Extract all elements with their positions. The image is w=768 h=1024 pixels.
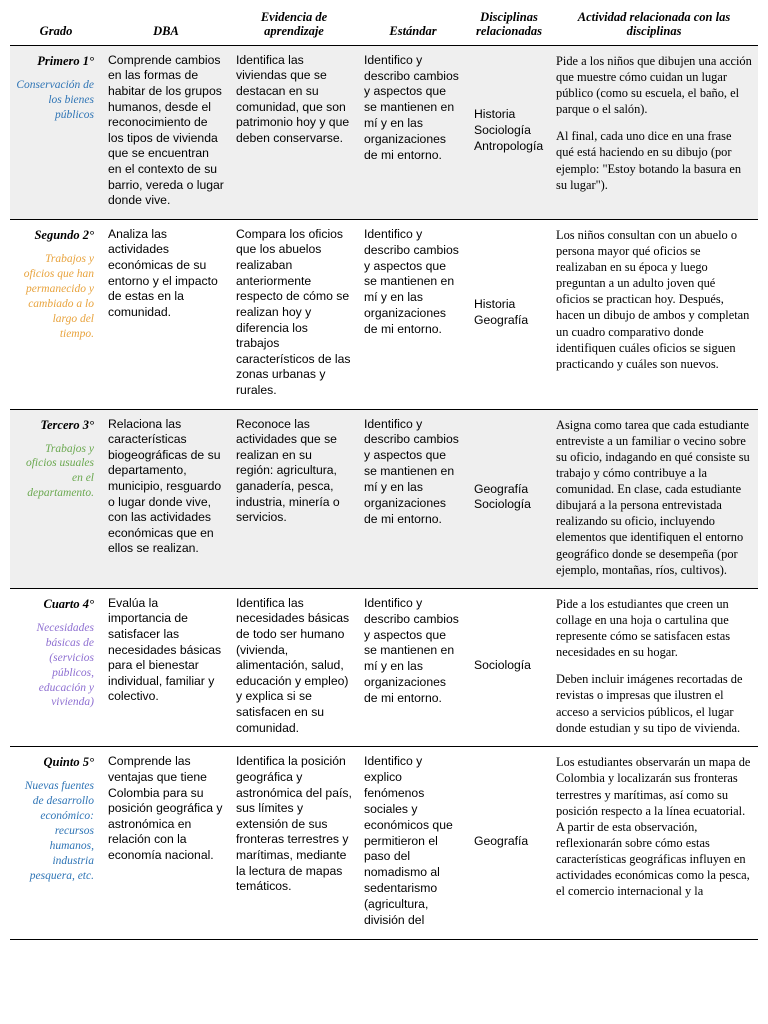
table-header bbox=[10, 8, 758, 45]
estandar-cell: Identifico y describo cambios y aspectos que se mantienen en mí y en las organizaciones de mi entorno. bbox=[358, 45, 468, 219]
column-header-estandar: Estándar bbox=[389, 24, 437, 39]
grado-subtitle: Trabajos y oficios usuales en el departamento. bbox=[25, 442, 94, 500]
disciplinas-cell: Historia Sociología Antropología bbox=[468, 45, 550, 219]
grado-title: Primero 1° bbox=[37, 53, 94, 68]
evidencia-cell: Identifica las viviendas que se destacan en su comunidad, que son patrimonio hoy y que deben conservarse. bbox=[230, 45, 358, 219]
dba-cell: Analiza las actividades económicas de su entorno y el impacto de estas en la comunidad. bbox=[102, 219, 230, 409]
table-row bbox=[10, 45, 758, 219]
grado-title: Quinto 5° bbox=[43, 755, 94, 770]
estandar-cell: Identifico y describo cambios y aspectos que se mantienen en mí y en las organizaciones de mi entorno. bbox=[358, 409, 468, 588]
table-row bbox=[10, 747, 758, 939]
dba-cell: Evalúa la importancia de satisfacer las necesidades básicas para el bienestar individual, familiar y colectivo. bbox=[102, 588, 230, 746]
actividad-paragraph: Asigna como tarea que cada estudiante entreviste a un familiar o vecino sobre su oficio, indagando en qué consiste su trabajo y cómo contribuye a la comunidad. En clase, cada estudiante dibujará a la persona entrevistada realizando su oficio, incluyendo elementos que identifiquen el entorno geográfico donde se desempeña (por ejemplo, montañas, ríos, cultivos). bbox=[556, 417, 750, 577]
grado-title: Segundo 2° bbox=[34, 227, 94, 242]
grado-title: Tercero 3° bbox=[40, 417, 94, 432]
actividad-paragraph: Los estudiantes observarán un mapa de Colombia y localizarán sus fronteras terrestres y marítimas, así como su posición respecto a la línea ecuatorial. A partir de esta observación, reflexionarán sobre cómo estas características geográficas influyen en actividades económicas como la pesca, el comercio internacional y la bbox=[556, 755, 751, 899]
actividad-paragraph: Pide a los niños que dibujen una acción que muestre cómo cuidan un lugar público (como su escuela, el baño, el parque o el salón). bbox=[556, 53, 752, 117]
dba-cell: Relaciona las características biogeográficas de su departamento, municipio, resguardo o lugar donde vive, con las actividades económicas que en ellos se realizan. bbox=[102, 409, 230, 588]
actividad-paragraph: Pide a los estudiantes que creen un collage en una hoja o cartulina que represente cómo se satisfacen estas necesidades en su hogar. bbox=[556, 596, 731, 660]
curriculum-table bbox=[10, 8, 758, 940]
column-header-grado: Grado bbox=[39, 24, 73, 39]
estandar-cell: Identifico y describo cambios y aspectos que se mantienen en mí y en las organizaciones de mi entorno. bbox=[358, 219, 468, 409]
grado-subtitle: Trabajos y oficios que han permanecido y cambiado a lo largo del tiempo. bbox=[23, 252, 94, 340]
grado-cell bbox=[10, 409, 102, 588]
disciplinas-cell: Sociología bbox=[468, 588, 550, 746]
table-body bbox=[10, 45, 758, 939]
actividad-cell bbox=[550, 409, 758, 588]
table-row bbox=[10, 409, 758, 588]
actividad-paragraph: Deben incluir imágenes recortadas de revistas o impresas que ilustren el acceso a servicios públicos, el lugar donde estudian y su tipo de vivienda. bbox=[556, 672, 743, 735]
column-header-dba: DBA bbox=[153, 24, 179, 39]
column-header-actividad: Actividad relacionada con las disciplinas bbox=[577, 10, 731, 39]
actividad-cell bbox=[550, 219, 758, 409]
disciplinas-cell: Historia Geografía bbox=[468, 219, 550, 409]
actividad-paragraph: Al final, cada uno dice en una frase qué está haciendo en su dibujo (por ejemplo: "Estoy botando la basura en su lugar"). bbox=[556, 129, 742, 192]
evidencia-cell: Identifica la posición geográfica y astronómica del país, sus límites y extensión de sus fronteras terrestres y marítimas, mediante la lectura de mapas temáticos. bbox=[230, 747, 358, 939]
grado-subtitle: Conservación de los bienes públicos bbox=[16, 78, 94, 121]
actividad-cell bbox=[550, 747, 758, 939]
actividad-cell bbox=[550, 45, 758, 219]
column-header-evidencia: Evidencia de aprendizaje bbox=[260, 10, 328, 39]
grado-subtitle: Nuevas fuentes de desarrollo económico: recursos humanos, industria pesquera, etc. bbox=[24, 780, 94, 882]
grado-cell bbox=[10, 45, 102, 219]
evidencia-cell: Compara los oficios que los abuelos realizaban anteriormente respecto de cómo se realizan hoy y diferencia los trabajos característicos de las zonas urbanas y rurales. bbox=[230, 219, 358, 409]
grado-cell bbox=[10, 219, 102, 409]
grado-subtitle: Necesidades básicas de (servicios públicos, educación y vivienda) bbox=[36, 621, 94, 709]
table-row bbox=[10, 588, 758, 746]
table-row bbox=[10, 219, 758, 409]
evidencia-cell: Reconoce las actividades que se realizan en su región: agricultura, ganadería, pesca, industria, minería o servicios. bbox=[230, 409, 358, 588]
grado-cell bbox=[10, 588, 102, 746]
evidencia-cell: Identifica las necesidades básicas de todo ser humano (vivienda, alimentación, salud, educación y empleo) y explica si se satisfacen en su comunidad. bbox=[230, 588, 358, 746]
estandar-cell: Identifico y explico fenómenos sociales y económicos que permitieron el paso del nomadismo al sedentarismo (agricultura, división del bbox=[358, 747, 468, 939]
grado-cell bbox=[10, 747, 102, 939]
column-header-disciplinas: Disciplinas relacionadas bbox=[476, 10, 542, 39]
dba-cell: Comprende cambios en las formas de habitar de los grupos humanos, desde el reconocimiento de los tipos de vivienda que se encuentran en el contexto de su barrio, vereda o lugar donde vive. bbox=[102, 45, 230, 219]
grado-title: Cuarto 4° bbox=[43, 596, 94, 611]
actividad-paragraph: Los niños consultan con un abuelo o persona mayor qué oficios se realizaban en su época y luego preguntan a un adulto joven qué oficios se practican hoy. Después, hacen un dibujo de ambos y completan un cuadro comparativo donde identifiquen cuáles oficios se siguen practicando y cuáles son nuevos. bbox=[556, 227, 750, 371]
disciplinas-cell: Geografía bbox=[468, 747, 550, 939]
dba-cell: Comprende las ventajas que tiene Colombia para su posición geográfica y astronómica en relación con la economía nacional. bbox=[102, 747, 230, 939]
disciplinas-cell: Geografía Sociología bbox=[468, 409, 550, 588]
estandar-cell: Identifico y describo cambios y aspectos que se mantienen en mí y en las organizaciones de mi entorno. bbox=[358, 588, 468, 746]
actividad-cell bbox=[550, 588, 758, 746]
